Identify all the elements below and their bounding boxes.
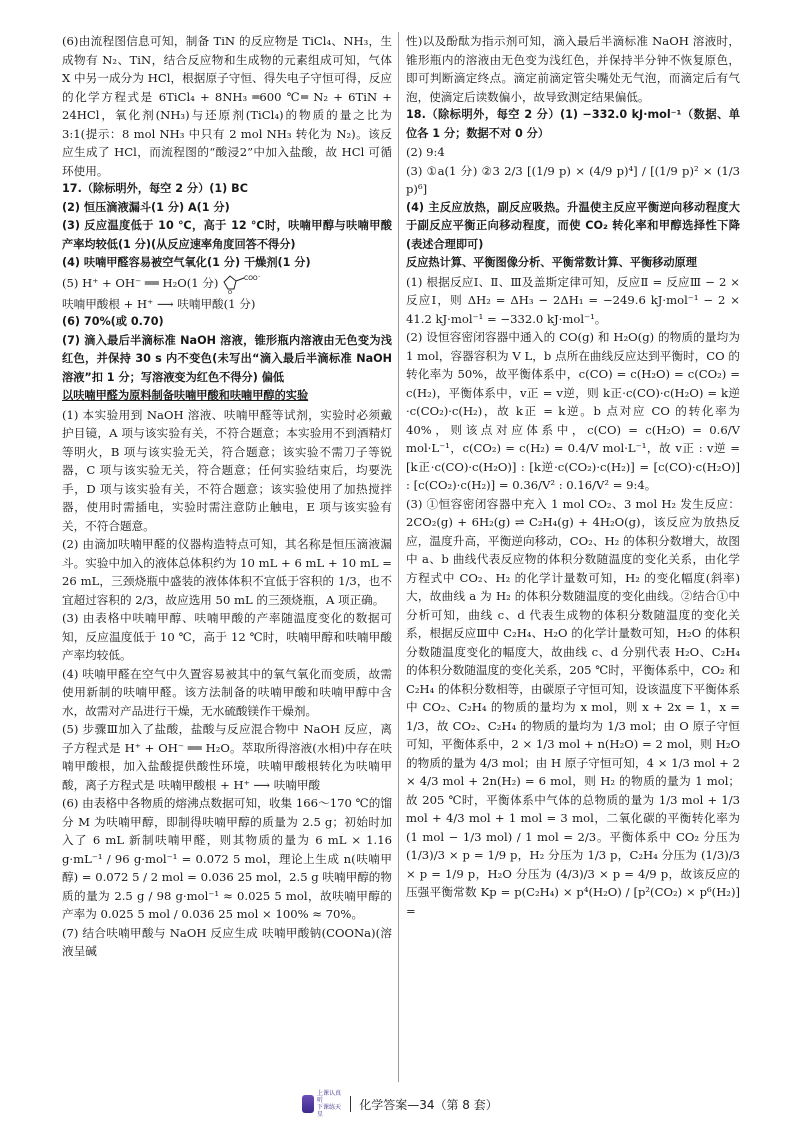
right-column — [406, 32, 740, 920]
logo-mark-icon — [302, 1095, 314, 1113]
q17-analysis-1: (1) 本实验用到 NaOH 溶液、呋喃甲醛等试剂，实验时必须戴护目镜，A 项与该实验有关，不符合题意；本实验用不到酒精灯等明火，B 项与该实验无关，符合题意；该实验不需刀子等锐器，C 项与该实验无关，符合题意；任何实验结束后，均要洗手，D 项与该实验有关，不符合题意；该实验使用了加热搅拌器，使用时需插电，实验时需注意防止触电，E 项与该实验有关，不符合题意。 — [62, 407, 392, 533]
q18-answer-2: (2) 9:4 — [406, 145, 445, 159]
q17-analysis-5: (5) 步骤Ⅲ加入了盐酸，盐酸与反应混合物中 NaOH 反应，离子方程式是 H⁺ + OH⁻ ══ H₂O。萃取所得溶液(水相)中存在呋喃甲酸根，加入盐酸提供酸性环境，呋喃甲酸根转化为呋喃甲酸，离子方程式是 呋喃甲酸根 + H⁺ ⟶ 呋喃甲酸 — [62, 722, 392, 792]
logo-text-line1: 上课认真听 — [316, 1090, 341, 1104]
q18-analysis-3: (3) ①恒容密闭容器中充入 1 mol CO₂、3 mol H₂ 发生反应：2CO₂(g) + 6H₂(g) ⇌ C₂H₄(g) + 4H₂O(g)，该反应为放热反应，温度升高，平衡逆向移动，CO₂、H₂ 的体积分数增大，故图中 a、b 曲线代表反应物的体积分数随温度的变化关系，由化学方程式中 CO₂、H₂ 的化学计量数可知，H₂ 的变化幅度(斜率)大，故曲线 a 为 H₂ 的体积分数随温度的变化曲线。②结合①中分析可知，曲线 c、d 代表生成物的体积分数随温度的变化关系，根据反应Ⅲ中 C₂H₄、H₂O 的化学计量数可知，H₂O 的体积分数随温度变化的幅度大，故曲线 c、d 分别代表 H₂O、C₂H₄ 的体积分数随温度的变化关系，205 ℃时，平衡体系中，CO₂ 和 C₂H₄ 的体积分数相等，由碳原子守恒可知，设该温度下平衡体系中 CO₂、C₂H₄ 的物质的量均为 x mol，则 x + 2x = 1，x = 1/3，故 CO₂、C₂H₄ 的物质的量均为 1/3 mol；由 O 原子守恒可知，平衡体系中，2 × 1/3 mol + n(H₂O) = 2 mol，则 H₂O 的物质的量为 4/3 mol；由 H 原子守恒可知，4 × 1/3 mol + 2 × 4/3 mol + 2n(H₂) = 6 mol，则 H₂ 的物质的量为 1 mol；故 205 ℃时，平衡体系中气体的总物质的量为 1/3 mol + 1/3 mol + 4/3 mol + 1 mol = 3 mol，二氧化碳的平衡转化率为 (1 mol − 1/3 mol) / 1 mol = 2/3。平衡体系中 CO₂ 分压为 (1/3)/3 × p = 1/9 p，H₂ 分压为 1/3 p，C₂H₄ 分压为 (1/3)/3 × p = 1/9 p，H₂O 分压为 (4/3)/3 × p = 4/9 p，故该反应的压强平衡常数 Kp = p(C₂H₄) × p⁴(H₂O) / [p²(CO₂) × p⁶(H₂)] = — [406, 496, 740, 918]
q18-analysis-title: 反应热计算、平衡图像分析、平衡常数计算、平衡移动原理 — [406, 256, 697, 269]
logo-text-line2: 下课练天星 — [316, 1104, 341, 1118]
q17-answer-3: (3) 反应温度低于 10 ℃，高于 12 ℃时，呋喃甲醇与呋喃甲酸产率均较低(1 分)(从反应速率角度回答不得分) — [62, 219, 392, 251]
q17-analysis-7: (7) 结合呋喃甲酸与 NaOH 反应生成 呋喃甲酸钠(COONa)(溶液呈碱 — [62, 925, 392, 958]
q17-analysis-3: (3) 由表格中呋喃甲醇、呋喃甲酸的产率随温度变化的数据可知，反应温度低于 10 ℃，高于 12 ℃时，呋喃甲醇和呋喃甲酸产率均较低。 — [62, 611, 392, 662]
q18-analysis-1: (1) 根据反应Ⅰ、Ⅱ、Ⅲ及盖斯定律可知，反应Ⅱ = 反应Ⅲ − 2 × 反应Ⅰ，则 ΔH₂ = ΔH₃ − 2ΔH₁ = −249.6 kJ·mol⁻¹ − 2 × 41.2 kJ·mol⁻¹ = −332.0 kJ·mol⁻¹。 — [406, 274, 740, 326]
q18-answer-4: (4) 主反应放热，副反应吸热。升温使主反应平衡逆向移动程度大于副反应平衡正向移动程度，而使 CO₂ 转化率和甲醇选择性下降(表述合理即可) — [406, 200, 740, 251]
q17-answer-5b: 呋喃甲酸根 + H⁺ ⟶ 呋喃甲酸(1 分) — [62, 296, 256, 311]
q18-analysis-2: (2) 设恒容密闭容器中通入的 CO(g) 和 H₂O(g) 的物质的量均为 1 mol，容器容积为 V L，b 点所在曲线反应达到平衡时，CO 的转化率为 50%，故平衡体系中，c(CO) = c(H₂O) = c(CO₂) = c(H₂)，平衡体系中，v正 = v逆，则 k正·c(CO)·c(H₂O) = k逆·c(CO₂)·c(H₂)，故 k正 = k逆。b 点对应 CO 的转化率为 40%，则该点对应体系中，c(CO) = c(H₂O) = 0.6/V mol·L⁻¹，c(CO₂) = c(H₂) = 0.4/V mol·L⁻¹，故 v正 : v逆 = [k正·c(CO)·c(H₂O)] : [k逆·c(CO₂)·c(H₂)] = [c(CO)·c(H₂O)] : [c(CO₂)·c(H₂)] = 0.36/V² : 0.16/V² = 9:4。 — [406, 330, 740, 492]
q17-analysis-7-cont: 性)以及酚酞为指示剂可知，滴入最后半滴标准 NaOH 溶液时，锥形瓶内的溶液由无色变为浅红色，并保持半分钟不恢复原色，即可判断滴定终点。滴定前滴定管尖嘴处无气泡，而滴定后有气泡，使滴定后读数偏小，故导致测定结果偏低。 — [406, 34, 740, 104]
q17-analysis-6: (6) 由表格中各物质的熔沸点数据可知，收集 166～170 ℃的馏分 M 为呋喃甲醇，即制得呋喃甲醇的质量为 2.5 g；初始时加入了 6 mL 新制呋喃甲醛，则其物质的量为 6 mL × 1.16 g·mL⁻¹ / 96 g·mol⁻¹ = 0.072 5 mol，理论上生成 n(呋喃甲醇) = 0.072 5 / 2 mol = 0.036 25 mol，2.5 g 呋喃甲醇的物质的量为 2.5 g / 98 g·mol⁻¹ ≈ 0.025 5 mol，故呋喃甲醇的产率为 0.025 5 mol / 0.036 25 mol × 100% ≈ 70%。 — [62, 796, 392, 921]
q17-header: 17.（除标明外，每空 2 分）(1) BC — [62, 182, 248, 195]
q18-header: 18.（除标明外，每空 2 分）(1) −332.0 kJ·mol⁻¹（数据、单位各 1 分；数据不对 0 分） — [406, 108, 740, 140]
publisher-logo — [302, 1090, 342, 1118]
footer-page-label: 化学答案—34（第 8 套） — [359, 1097, 498, 1112]
q17-analysis-4: (4) 呋喃甲醛在空气中久置容易被其中的氧气氧化而变质，故需使用新制的呋喃甲醛。该方法制备的呋喃甲酸和呋喃甲醇中含水，故需对产品进行干燥，无水硫酸镁作干燥剂。 — [62, 666, 392, 718]
q18-answer-3: (3) ①a(1 分) ②3 2/3 [(1/9 p) × (4/9 p)⁴] / [(1/9 p)² × (1/3 p)⁶] — [406, 163, 740, 196]
page-footer — [0, 1090, 800, 1118]
q17-analysis-2: (2) 由滴加呋喃甲醛的仪器构造特点可知，其名称是恒压滴液漏斗。实验中加入的液体总体积约为 10 mL + 6 mL + 10 mL = 26 mL，三颈烧瓶中盛装的液体体积不宜低于容积的 1/3，也不宜超过容积的 2/3，故应选用 50 mL 的三颈烧瓶，A 项正确。 — [62, 537, 392, 607]
footer-separator — [350, 1096, 351, 1112]
q17-answer-5 — [62, 273, 392, 295]
q16-part6-text: (6)由流程图信息可知，制备 TiN 的反应物是 TiCl₄、NH₃，生成物有 N₂、TiN，结合反应物和生成物的元素组成可知，气体 X 中另一成分为 HCl，根据原子守恒、得失电子守恒可得，反应的化学方程式是 6TiCl₄ + 8NH₃ ═600 ℃═ N₂ + 6TiN + 24HCl，氧化剂(NH₃)与还原剂(TiCl₄)的物质的量之比为 3:1(提示：8 mol NH₃ 中只有 2 mol NH₃ 转化为 N₂)。该反应生成了 HCl，而流程图的“酸浸2”中加入盐酸，故 HCl 可循环使用。 — [62, 34, 392, 178]
furoate-structure-icon — [222, 273, 261, 296]
column-divider — [398, 32, 399, 1082]
q17-answer-7: (7) 滴入最后半滴标准 NaOH 溶液，锥形瓶内溶液由无色变为浅红色，并保持 30 s 内不变色(未写出“滴入最后半滴标准 NaOH 溶液”扣 1 分；写溶液变为红色不得分) 偏低 — [62, 333, 392, 384]
svg-text:O: O — [228, 289, 233, 296]
q17-analysis-title: 以呋喃甲醛为原料制备呋喃甲酸和呋喃甲醇的实验 — [62, 389, 309, 402]
svg-text:COO⁻: COO⁻ — [244, 274, 261, 282]
q17-answer-5-eq1: (5) H⁺ + OH⁻ ══ H₂O(1 分) — [62, 275, 219, 290]
q17-answer-4: (4) 呋喃甲醛容易被空气氧化(1 分) 干燥剂(1 分) — [62, 256, 311, 269]
q17-answer-6: (6) 70%(或 0.70) — [62, 315, 164, 328]
q17-answer-2: (2) 恒压滴液漏斗(1 分) A(1 分) — [62, 200, 230, 214]
left-column — [62, 32, 392, 961]
